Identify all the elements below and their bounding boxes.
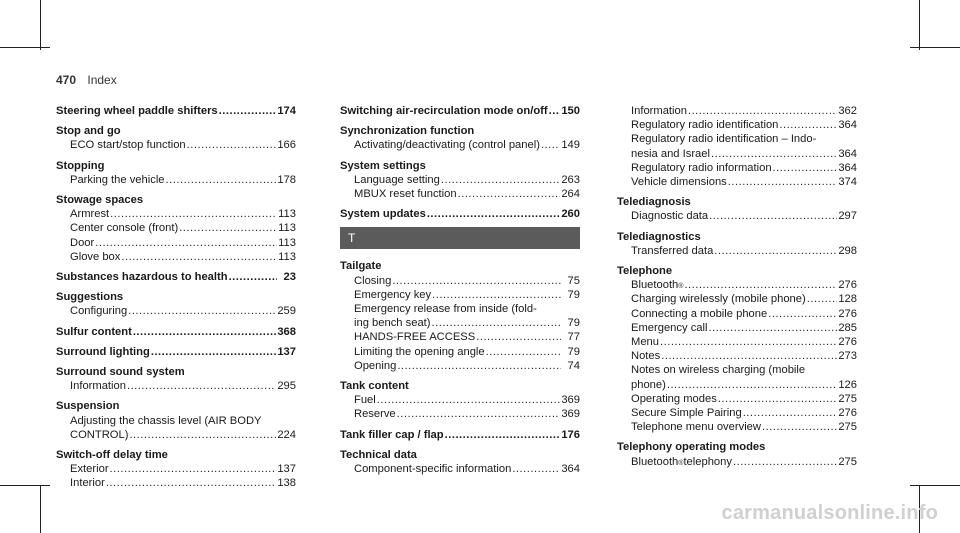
entry-text: MBUX reset function xyxy=(354,188,457,201)
entry-text: Regulatory radio identification xyxy=(631,119,779,132)
page-reference[interactable]: 137 xyxy=(277,463,296,476)
page-reference[interactable]: 276 xyxy=(838,279,857,292)
index-entry xyxy=(617,264,857,434)
page-reference[interactable]: 149 xyxy=(561,139,580,152)
index-entry xyxy=(56,448,296,491)
leader-dots xyxy=(133,325,277,339)
index-subentry xyxy=(340,187,580,201)
page-header xyxy=(56,73,117,87)
index-heading xyxy=(56,104,296,118)
index-entry xyxy=(340,259,580,373)
index-entry xyxy=(56,290,296,318)
leader-dots xyxy=(718,392,838,406)
index-entry xyxy=(56,365,296,393)
entry-text-line: Adjusting the chassis level (AIR BODY xyxy=(70,414,262,427)
entry-text: Menu xyxy=(631,336,659,349)
index-heading: System settings xyxy=(340,159,426,172)
leader-dots xyxy=(728,175,838,189)
page-reference[interactable]: 273 xyxy=(838,350,857,363)
crop-mark xyxy=(40,0,41,50)
entry-text: Limiting the opening angle xyxy=(354,345,485,358)
entry-text: Glove box xyxy=(70,250,121,263)
index-subentry xyxy=(340,462,580,476)
page-reference[interactable]: 174 xyxy=(277,105,296,117)
index-entry xyxy=(617,440,857,468)
index-entry xyxy=(340,124,580,152)
leader-dots xyxy=(779,118,837,132)
entry-text: Reserve xyxy=(354,408,396,421)
index-entry xyxy=(56,399,296,442)
page-reference[interactable]: 276 xyxy=(838,407,857,420)
index-subentry xyxy=(340,173,580,187)
leader-dots xyxy=(709,209,837,223)
leader-dots xyxy=(397,359,561,373)
leader-dots xyxy=(476,330,561,344)
index-heading: Stopping xyxy=(56,159,105,172)
index-heading: Tank content xyxy=(340,380,409,393)
leader-dots xyxy=(187,138,277,152)
entry-text: Language setting xyxy=(354,173,440,186)
entry-text: Operating modes xyxy=(631,392,717,405)
index-subentry xyxy=(56,476,296,490)
page-reference[interactable]: 276 xyxy=(838,336,857,349)
leader-dots xyxy=(512,462,560,476)
leader-dots xyxy=(711,147,837,161)
page-reference[interactable]: 275 xyxy=(838,455,857,468)
entry-text-line: Emergency release from inside (fold- xyxy=(354,303,537,316)
index-subentry xyxy=(617,175,857,189)
entry-text-tail: telephony xyxy=(683,455,732,468)
leader-dots xyxy=(427,207,561,221)
leader-dots xyxy=(110,462,277,476)
leader-dots xyxy=(106,476,277,490)
index-subentry xyxy=(56,428,296,442)
index-entry xyxy=(617,195,857,223)
page-reference[interactable]: 364 xyxy=(838,161,857,174)
heading-text: Steering wheel paddle shifters xyxy=(56,105,218,117)
leader-dots xyxy=(121,250,277,264)
leader-dots xyxy=(743,406,838,420)
index-heading xyxy=(56,345,296,359)
page-reference[interactable]: 364 xyxy=(561,463,580,476)
index-subentry xyxy=(340,407,580,421)
index-subentry xyxy=(617,307,857,321)
index-subentry xyxy=(617,420,857,434)
leader-dots xyxy=(768,307,837,321)
entry-text: Regulatory radio information xyxy=(631,161,772,174)
index-entry xyxy=(617,104,857,189)
entry-text: Parking the vehicle xyxy=(70,173,165,186)
entry-text: Emergency key xyxy=(354,288,432,301)
entry-text: Transferred data xyxy=(631,244,714,257)
leader-dots xyxy=(441,173,560,187)
index-entry xyxy=(56,193,296,264)
page-reference[interactable]: 166 xyxy=(277,139,296,152)
entry-text: Diagnostic data xyxy=(631,210,709,223)
index-subentry xyxy=(617,292,857,306)
heading-text: System updates xyxy=(340,208,426,221)
page-reference[interactable]: 260 xyxy=(561,208,580,221)
index-heading: Telediagnostics xyxy=(617,230,701,243)
leader-dots xyxy=(445,428,561,442)
index-entry xyxy=(340,104,580,118)
page-reference[interactable]: 276 xyxy=(838,307,857,320)
index-heading xyxy=(56,270,296,284)
page-reference[interactable]: 362 xyxy=(838,105,857,117)
index-heading xyxy=(56,325,296,339)
index-column-2 xyxy=(340,104,580,482)
entry-text: Activating/deactivating (control panel) xyxy=(354,139,540,152)
index-subentry xyxy=(340,359,580,373)
page-reference[interactable]: 79 xyxy=(567,288,580,301)
page-reference[interactable]: 113 xyxy=(278,236,296,249)
leader-dots xyxy=(127,379,276,393)
page-reference[interactable]: 275 xyxy=(838,392,857,405)
page-reference[interactable]: 275 xyxy=(838,421,857,434)
page-reference[interactable]: 374 xyxy=(838,176,857,189)
page-reference[interactable]: 75 xyxy=(567,274,580,287)
page-reference[interactable]: 74 xyxy=(567,359,580,372)
page-reference[interactable]: 176 xyxy=(561,428,580,441)
index-subentry xyxy=(56,207,296,221)
entry-text: Notes xyxy=(631,350,661,363)
index-heading: Technical data xyxy=(340,448,417,461)
index-heading: Telediagnosis xyxy=(617,196,691,209)
page-reference[interactable]: 79 xyxy=(567,345,580,358)
index-subentry: Bluetooth ® ..... 276 xyxy=(617,278,857,292)
index-entry xyxy=(56,159,296,187)
leader-dots xyxy=(549,104,561,118)
page-reference[interactable]: 113 xyxy=(278,208,296,221)
page-reference[interactable]: 364 xyxy=(838,119,857,132)
entry-text: Emergency call xyxy=(631,321,708,334)
entry-text: Secure Simple Pairing xyxy=(631,407,742,420)
index-subentry xyxy=(617,244,857,258)
leader-dots xyxy=(688,104,837,118)
crop-mark xyxy=(910,47,960,48)
page-title: Index xyxy=(87,73,117,87)
index-entry xyxy=(340,448,580,476)
section-letter: T xyxy=(340,227,580,249)
leader-dots xyxy=(179,221,277,235)
index-entry xyxy=(340,207,580,221)
page-reference[interactable]: 178 xyxy=(277,173,296,186)
page-reference[interactable]: 23 xyxy=(283,271,296,284)
leader-dots xyxy=(708,321,837,335)
page-reference[interactable]: 369 xyxy=(561,408,580,421)
page-reference[interactable]: 285 xyxy=(838,321,857,334)
index-heading: Stop and go xyxy=(56,125,121,138)
leader-dots xyxy=(667,378,837,392)
leader-dots xyxy=(714,244,837,258)
index-subentry xyxy=(56,236,296,250)
entry-text: Bluetooth xyxy=(631,279,679,292)
leader-dots xyxy=(660,335,837,349)
crop-mark xyxy=(0,485,50,486)
index-entry xyxy=(56,345,296,359)
heading-text: Surround lighting xyxy=(56,345,150,358)
leader-dots xyxy=(661,349,837,363)
page-reference[interactable]: 368 xyxy=(277,325,296,338)
page-reference[interactable]: 77 xyxy=(567,331,580,344)
entry-text: Connecting a mobile phone xyxy=(631,307,768,320)
entry-text: ECO start/stop function xyxy=(70,139,186,152)
index-subentry xyxy=(340,316,580,330)
page-reference[interactable]: 259 xyxy=(277,305,296,318)
index-subentry xyxy=(340,288,580,302)
index-subentry xyxy=(617,118,857,132)
leader-dots xyxy=(773,161,838,175)
index-heading: Telephony operating modes xyxy=(617,441,766,454)
index-heading xyxy=(340,207,580,221)
index-subentry xyxy=(56,379,296,393)
index-subentry xyxy=(617,104,857,118)
watermark: carmanualsonline.info xyxy=(721,502,938,524)
index-subentry xyxy=(617,321,857,335)
entry-text: Configuring xyxy=(70,305,128,318)
index-entry xyxy=(56,325,296,339)
entry-text: Interior xyxy=(70,477,105,490)
index-heading: Tailgate xyxy=(340,260,382,273)
entry-text: Information xyxy=(70,380,126,393)
leader-dots xyxy=(219,104,277,118)
entry-text-line: Notes on wireless charging (mobile xyxy=(631,364,806,377)
leader-dots xyxy=(684,278,837,292)
entry-text: Opening xyxy=(354,359,397,372)
page-reference[interactable]: 369 xyxy=(561,394,580,407)
index-subentry xyxy=(340,393,580,407)
leader-dots xyxy=(392,274,561,288)
page-reference[interactable]: 138 xyxy=(277,477,296,490)
heading-text: Sulfur content xyxy=(56,325,132,338)
index-entry xyxy=(340,159,580,202)
entry-text: Telephone menu overview xyxy=(631,421,761,434)
page-reference[interactable]: 263 xyxy=(561,173,580,186)
index-heading: Suspension xyxy=(56,400,120,413)
index-subentry xyxy=(340,274,580,288)
entry-text: Bluetooth xyxy=(631,455,679,468)
index-subentry xyxy=(617,392,857,406)
index-subentry xyxy=(340,330,580,344)
index-subentry xyxy=(617,349,857,363)
page-reference[interactable]: 150 xyxy=(561,105,580,117)
entry-text: nesia and Israel xyxy=(631,147,710,160)
index-subentry xyxy=(617,378,857,392)
entry-text: phone) xyxy=(631,378,666,391)
leader-dots xyxy=(486,345,561,359)
entry-text: Door xyxy=(70,236,95,249)
entry-text: Component-specific information xyxy=(354,463,512,476)
index-subentry xyxy=(56,221,296,235)
index-heading: Stowage spaces xyxy=(56,194,144,207)
index-subentry xyxy=(56,138,296,152)
crop-mark xyxy=(919,0,920,50)
entry-text-line: Regulatory radio identification – Indo- xyxy=(631,133,817,146)
index-heading: Switch-off delay time xyxy=(56,449,168,462)
entry-text: Charging wirelessly (mobile phone) xyxy=(631,293,806,306)
crop-mark xyxy=(40,485,41,533)
index-entry xyxy=(56,124,296,152)
page-reference[interactable]: 128 xyxy=(838,293,857,306)
page-reference[interactable]: 364 xyxy=(838,147,857,160)
index-subentry xyxy=(340,138,580,152)
index-subentry xyxy=(56,250,296,264)
index-subentry xyxy=(617,406,857,420)
page-reference[interactable]: 126 xyxy=(838,378,857,391)
index-column-1 xyxy=(56,104,296,497)
leader-dots xyxy=(229,270,277,284)
index-subentry xyxy=(56,462,296,476)
leader-dots xyxy=(377,393,561,407)
page-reference[interactable]: 295 xyxy=(277,380,296,393)
index-subentry xyxy=(617,209,857,223)
heading-text: Switching air-recirculation mode on/off xyxy=(340,105,548,117)
leader-dots xyxy=(432,316,562,330)
leader-dots xyxy=(733,455,837,469)
leader-dots xyxy=(541,138,560,152)
leader-dots xyxy=(129,428,276,442)
index-heading: Suggestions xyxy=(56,291,124,304)
index-heading: Surround sound system xyxy=(56,366,185,379)
entry-text: Vehicle dimensions xyxy=(631,176,727,189)
crop-mark xyxy=(0,47,50,48)
page-reference[interactable]: 298 xyxy=(838,244,857,257)
page-reference[interactable]: 113 xyxy=(278,222,296,235)
page-reference[interactable]: 137 xyxy=(277,345,296,358)
index-subentry: Bluetooth ® telephony ..... 275 xyxy=(617,455,857,469)
index-entry xyxy=(56,270,296,284)
leader-dots xyxy=(166,173,277,187)
entry-text: Information xyxy=(631,105,687,117)
entry-text: Armrest xyxy=(70,208,110,221)
leader-dots xyxy=(432,288,561,302)
index-subentry xyxy=(56,304,296,318)
leader-dots xyxy=(110,207,277,221)
index-subentry xyxy=(617,147,857,161)
index-heading xyxy=(340,428,580,442)
leader-dots xyxy=(128,304,276,318)
index-heading: Telephone xyxy=(617,265,673,278)
index-entry xyxy=(56,104,296,118)
page-number: 470 xyxy=(56,73,77,87)
leader-dots xyxy=(762,420,837,434)
leader-dots xyxy=(151,345,276,359)
index-heading xyxy=(340,104,580,118)
crop-mark xyxy=(910,485,960,486)
leader-dots xyxy=(458,187,561,201)
leader-dots xyxy=(397,407,561,421)
index-subentry xyxy=(617,161,857,175)
entry-text: Closing xyxy=(354,274,392,287)
index-entry xyxy=(340,379,580,422)
entry-text: Center console (front) xyxy=(70,222,179,235)
index-entry xyxy=(617,230,857,258)
page-reference[interactable]: 224 xyxy=(277,428,296,441)
index-heading: Synchronization function xyxy=(340,125,475,138)
index-subentry xyxy=(56,173,296,187)
page-reference[interactable]: 113 xyxy=(278,250,296,263)
index-subentry xyxy=(340,345,580,359)
page-reference[interactable]: 297 xyxy=(838,210,857,223)
entry-text: HANDS-FREE ACCESS xyxy=(354,331,476,344)
page-reference[interactable]: 79 xyxy=(567,317,580,330)
leader-dots xyxy=(807,292,838,306)
index-column-3 xyxy=(617,104,857,475)
index-entry xyxy=(340,428,580,442)
heading-text: Tank filler cap / flap xyxy=(340,428,444,441)
entry-text: ing bench seat) xyxy=(354,317,431,330)
heading-text: Substances hazardous to health xyxy=(56,271,228,284)
leader-dots xyxy=(95,236,277,250)
entry-text: Exterior xyxy=(70,463,109,476)
page-reference[interactable]: 264 xyxy=(561,188,580,201)
index-subentry xyxy=(617,335,857,349)
entry-text: CONTROL) xyxy=(70,428,129,441)
entry-text: Fuel xyxy=(354,394,376,407)
